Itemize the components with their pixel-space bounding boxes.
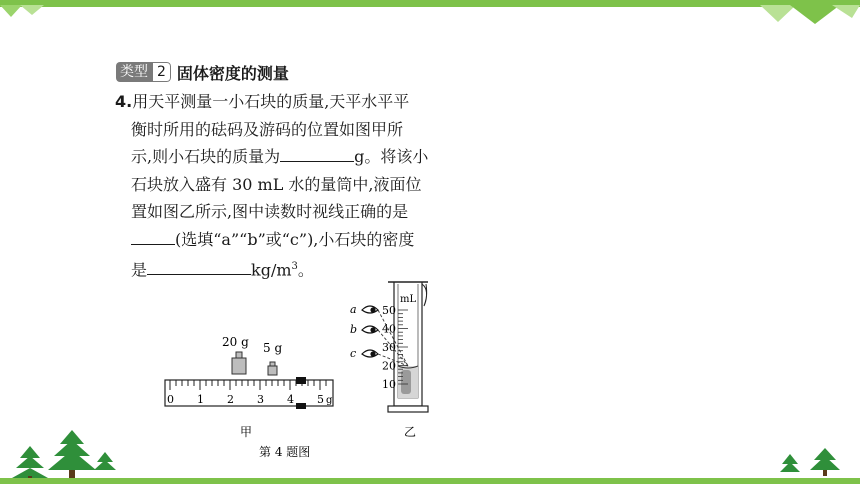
bottom-decor-bar bbox=[0, 478, 860, 484]
problem-line-4: 石块放入盛有 30 mL 水的量筒中,液面位 bbox=[131, 174, 422, 194]
eye-icon bbox=[362, 306, 378, 313]
eye-icon bbox=[362, 326, 378, 333]
top-decor-bar bbox=[0, 0, 860, 7]
type-badge bbox=[116, 62, 171, 82]
rider-top bbox=[296, 377, 306, 384]
cylinder-label: 20 bbox=[382, 359, 396, 373]
weight-5g bbox=[263, 341, 282, 375]
mass-answer-blank[interactable] bbox=[280, 145, 354, 162]
ruler-label: 5 bbox=[317, 393, 324, 406]
caption-yi: 乙 bbox=[404, 425, 417, 439]
beam-scale bbox=[165, 377, 333, 409]
ruler-unit: g bbox=[326, 395, 333, 406]
problem-text bbox=[115, 88, 475, 284]
graduated-cylinder bbox=[382, 282, 428, 412]
sight-answer-blank[interactable] bbox=[131, 228, 175, 245]
problem-line-7: 是 $kg/m^3$。 bbox=[131, 260, 314, 280]
problem-line-5: 置如图乙所示,图中读数时视线正确的是 bbox=[131, 202, 409, 221]
section-heading bbox=[116, 61, 289, 83]
ruler-label: 3 bbox=[257, 393, 264, 406]
trees-left-decor bbox=[0, 420, 120, 484]
svg-text:20 g: 20 g bbox=[222, 335, 249, 349]
cylinder-label: 40 bbox=[382, 322, 396, 336]
caption-jia: 甲 bbox=[240, 425, 253, 439]
sight-label-c: c bbox=[350, 347, 357, 360]
problem-line-6: (选填“a”“b”或“c”),小石块的密度 bbox=[115, 226, 475, 254]
top-right-decor bbox=[740, 0, 860, 26]
ruler-label: 4 bbox=[287, 393, 294, 406]
sight-label-b: b bbox=[350, 323, 358, 336]
sight-lines bbox=[350, 303, 408, 366]
ruler-label: 0 bbox=[167, 393, 174, 406]
eye-pupil bbox=[370, 307, 375, 312]
eye-pupil bbox=[370, 327, 375, 332]
sight-line bbox=[378, 310, 408, 366]
section-title: 固体密度的测量 bbox=[176, 63, 289, 83]
problem-line-3: 示,则小石块的质量为 g。将该小 bbox=[131, 147, 429, 166]
eye-icon bbox=[362, 350, 378, 357]
problem-line-1: 4.用天平测量一小石块的质量,天平水平平 bbox=[115, 92, 410, 111]
badge-label: 类型 bbox=[116, 62, 152, 82]
badge-number: 2 bbox=[152, 62, 171, 82]
problem-number: 4. bbox=[115, 92, 133, 111]
cylinder-unit: mL bbox=[400, 294, 417, 305]
eye-pupil bbox=[370, 351, 375, 356]
top-left-decor bbox=[0, 0, 80, 20]
figure-caption: 第 4 题图 bbox=[259, 445, 311, 459]
cylinder-label: 50 bbox=[382, 304, 396, 317]
stone bbox=[401, 370, 411, 394]
ruler-label: 1 bbox=[197, 393, 204, 406]
cylinder-label: 10 bbox=[382, 378, 396, 391]
svg-text:5 g: 5 g bbox=[263, 341, 283, 355]
weight-20g bbox=[222, 335, 249, 374]
rider-bottom bbox=[296, 403, 306, 409]
figure-4 bbox=[160, 270, 480, 470]
cylinder-label: 30 bbox=[382, 341, 396, 354]
ruler-label: 2 bbox=[227, 393, 234, 406]
problem-line-2: 衡时所用的砝码及游码的位置如图甲所 bbox=[131, 119, 404, 139]
sight-label-a: a bbox=[350, 303, 357, 316]
